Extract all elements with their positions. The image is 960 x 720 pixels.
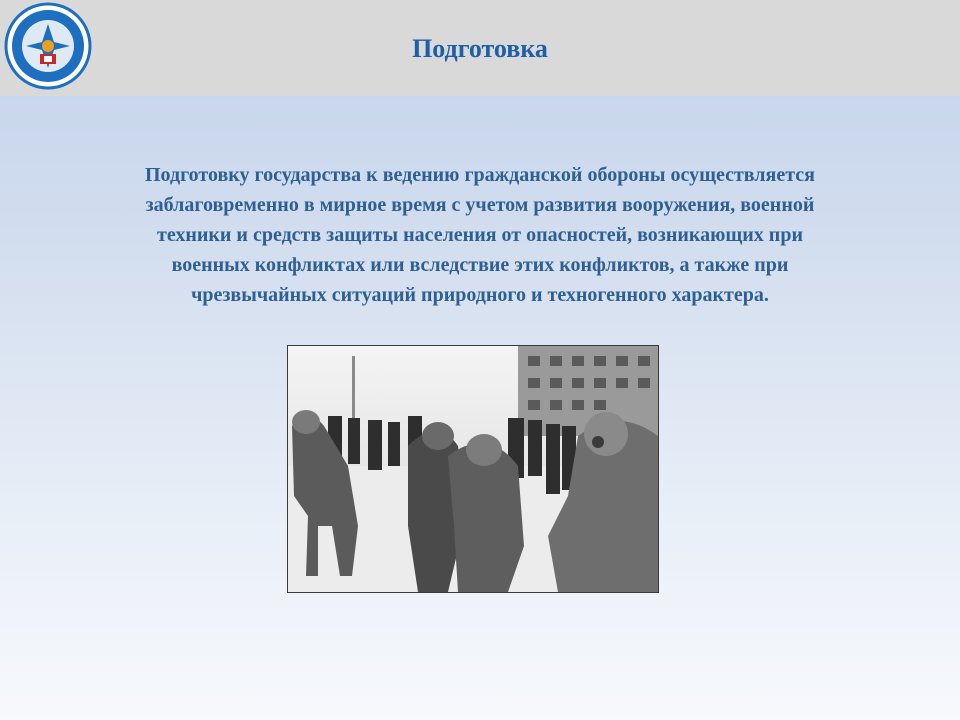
civil-defense-training-photo — [287, 345, 659, 593]
body-line: чрезвычайных ситуаций природного и техногенного характера. — [191, 284, 769, 306]
slide-header — [0, 0, 960, 96]
body-line: Подготовку государства к ведению гражданской обороны осуществляется — [144, 164, 815, 186]
body-line: заблаговременно в мирное время с учетом развития вооружения, военной — [145, 194, 815, 216]
slide-title: Подготовка — [412, 34, 548, 63]
body-line: техники и средств защиты населения от опасностей, возникающих при — [157, 224, 803, 246]
slide-body-text — [80, 160, 880, 310]
body-line: военных конфликтах или вследствие этих конфликтов, а также при — [171, 254, 789, 276]
